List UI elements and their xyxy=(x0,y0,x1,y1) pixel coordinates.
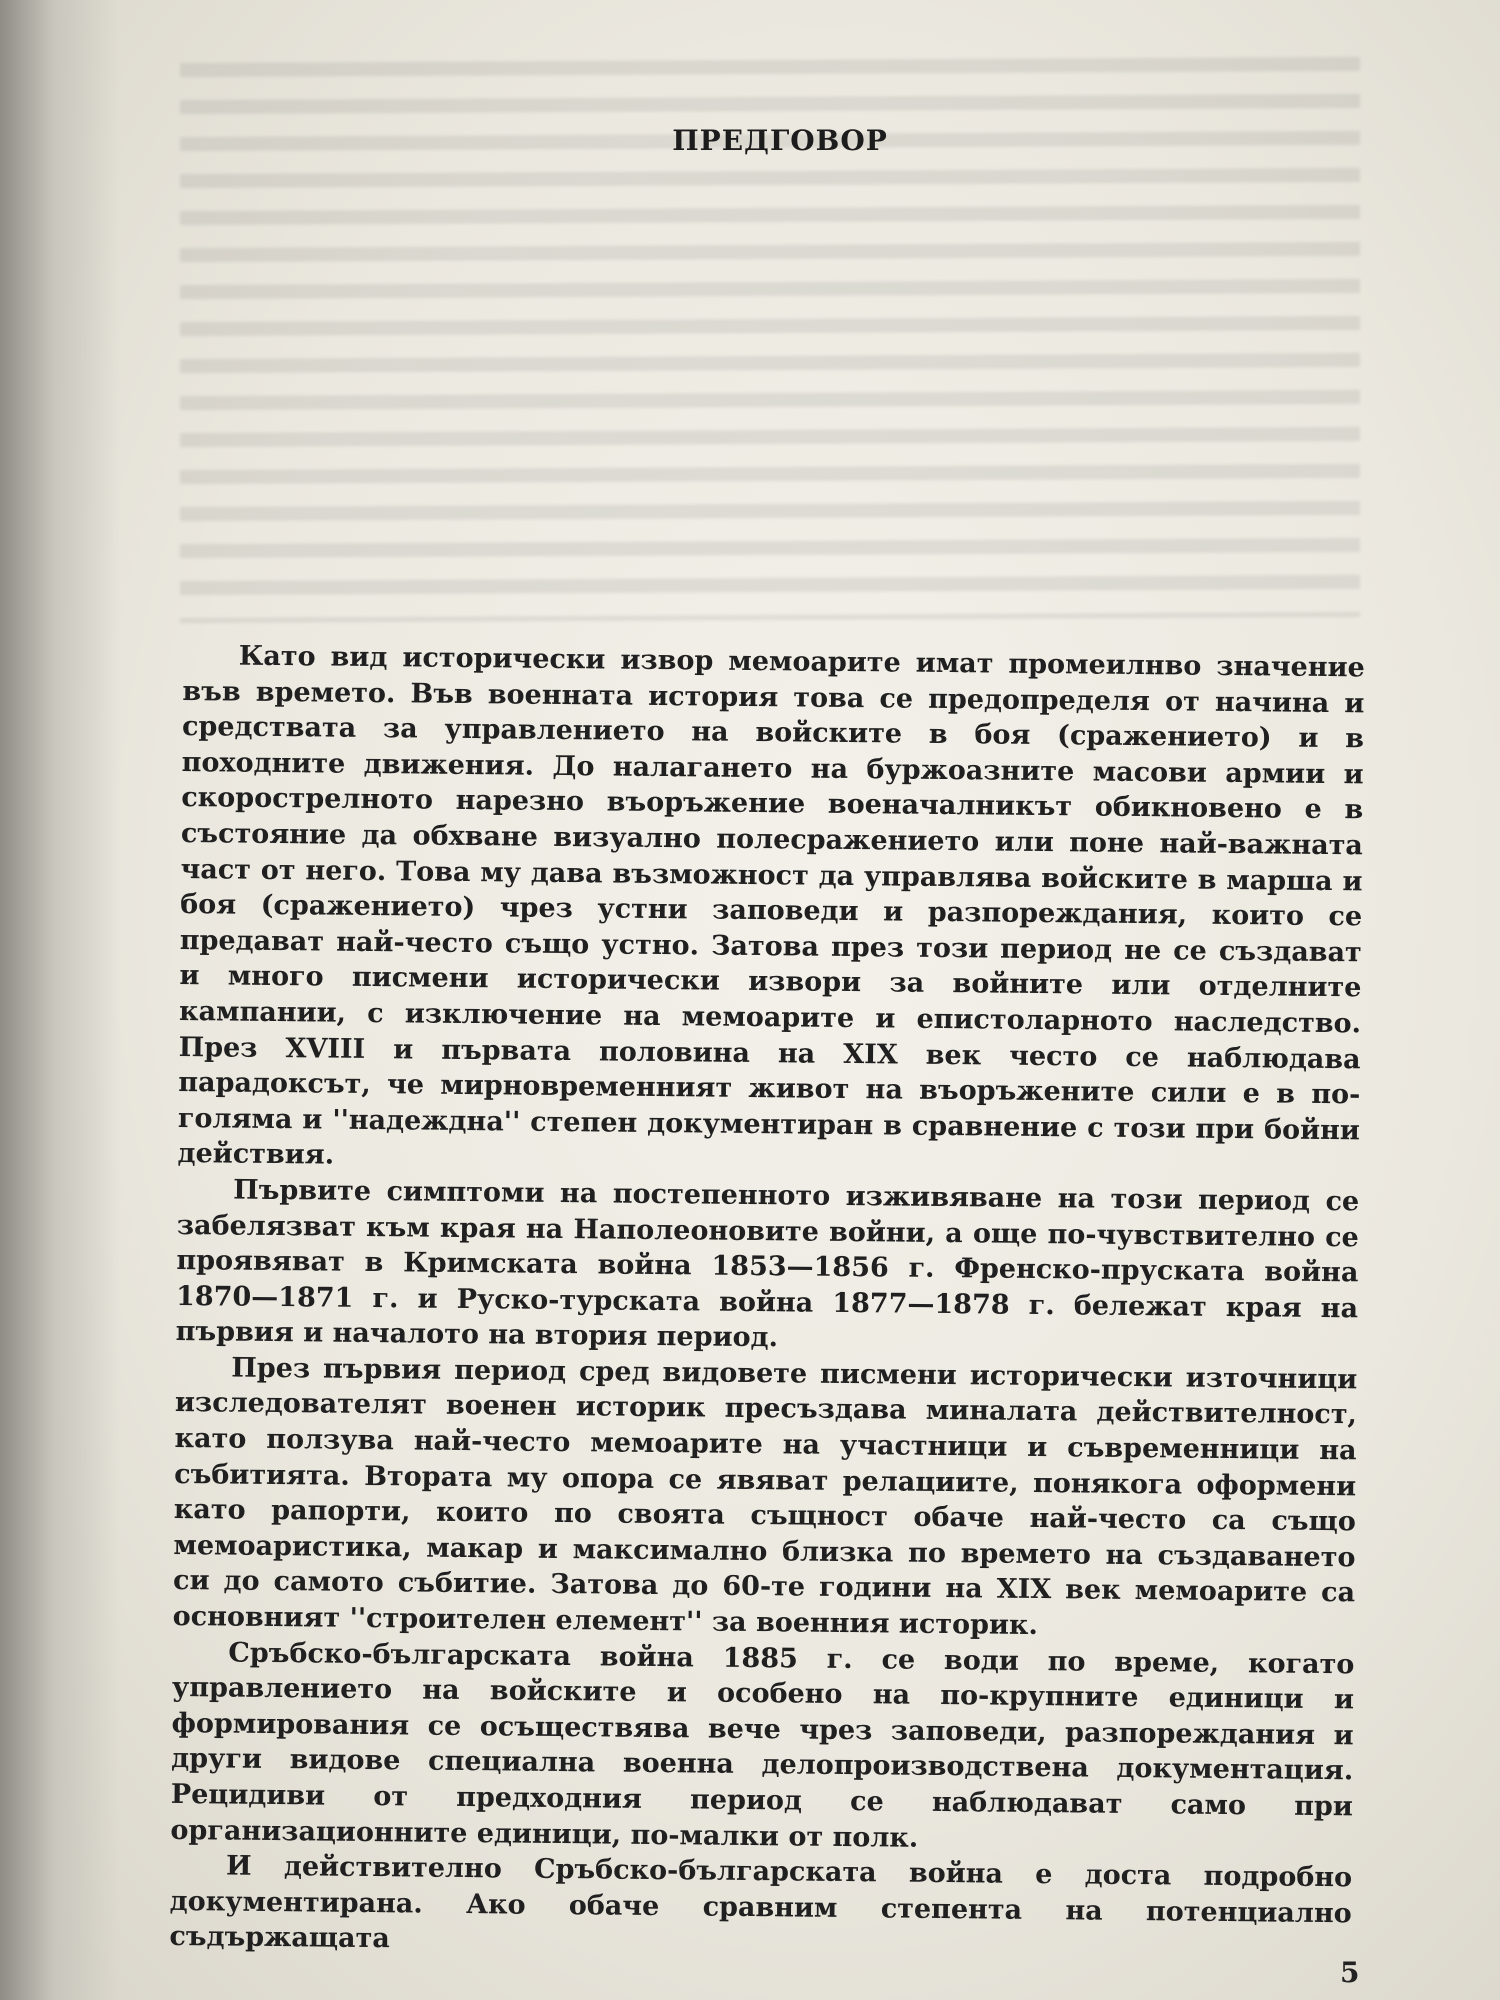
book-gutter-shadow xyxy=(0,0,120,2000)
paragraph-5: И действително Сръбско-българската война е доста подробно документирана. Ако обаче сравним степента на потенциално съдържащата xyxy=(169,1850,1353,1955)
page-title: ПРЕДГОВОР xyxy=(672,124,888,157)
paragraph-3: През първия период сред видовете писмени исторически източници изследователят военен историк пресъздава миналата действителност, като ползува най-често мемоарите на участници и съвременници на събитията. Втората му опора се явяват релациите, понякога оформени като рапорти, които по своята същност обаче най-често са също мемоаристика, макар и максимално близка по времето на създаването си до самото събитие. Затова до 60-те години на XIX век мемоарите са основният ''строителен елемент'' за военния историк. xyxy=(172,1352,1358,1642)
body-text xyxy=(169,638,1365,1967)
paragraph-4: Сръбско-българската война 1885 г. се води по време, когато управлението на войските и особено на по-крупните единици и формирования се осъществява вече чрез заповеди, разпореждания и други видове специална военна делопроизводствена документация. Рецидиви от предходния период се наблюдават само при организационните единици, по-малки от полк. xyxy=(170,1637,1355,1854)
paragraph-1: Като вид исторически извор мемоарите имат промеилнво значение във времето. Във военната история това се предопределя от начина и средствата за управлението на войските в боя (сражението) и в походните движения. До налагането на буржоазните масови армии и скорострелното нарезно въоръжение военачалникът обикновено е в състояние да обхване визуално полесражението или поне най-важната част от него. Това му дава възможност да управлява войските в марша и боя (сражението) чрез устни заповеди и разпореждания, които се предават най-често също устно. Затова през този период не се създават и много писмени исторически извори за войните или отделните кампании, с изключение на мемоарите и епистоларното наследство. През XVIII и първата половина на XIX век често се наблюдава парадоксът, че мирновременният живот на въоръжените сили е в по-голяма и ''надеждна'' степен документиран в сравнение с този при бойни действия. xyxy=(177,640,1365,1171)
paragraph-2: Първите симптоми на постепенното изживяване на този период се забелязват към края на Наполеоновите войни, а още по-чувствително се проявяват в Кримската война 1853—1856 г. Френско-пруската война 1870—1871 г. и Руско-турската война 1877—1878 г. бележат края на първия и началото на втория период. xyxy=(175,1174,1360,1354)
page-number: 5 xyxy=(1340,1956,1360,1989)
